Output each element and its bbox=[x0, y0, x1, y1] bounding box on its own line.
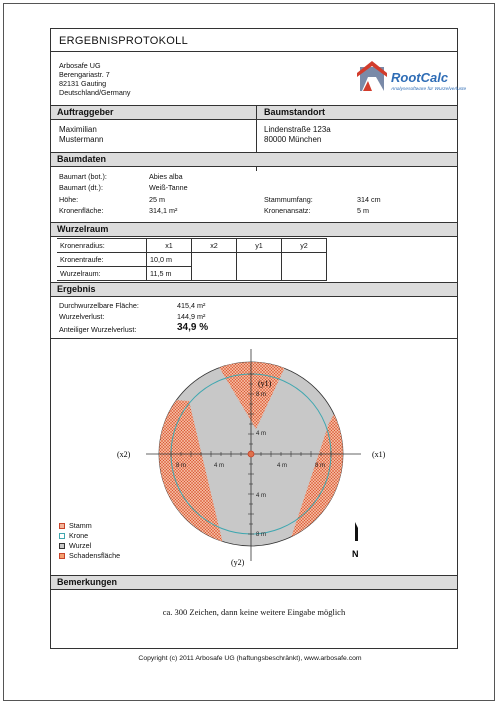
legend-label: Schadensfläche bbox=[69, 551, 121, 560]
legend-item-wurzel bbox=[59, 541, 91, 550]
tree-bot-value: Abies alba bbox=[149, 172, 183, 181]
result-header: Ergebnis bbox=[51, 282, 457, 297]
table-cell bbox=[282, 253, 327, 281]
client-location-header bbox=[51, 105, 457, 120]
location-address bbox=[264, 125, 331, 145]
axis-label-y2: (y2) bbox=[231, 558, 245, 567]
result-loss-label: Wurzelverlust: bbox=[59, 312, 105, 321]
rootspace-value: 11,5 m bbox=[147, 267, 192, 281]
logo-tagline: Analysesoftware für Wurzelverluste bbox=[391, 87, 467, 92]
remarks-header: Bemerkungen bbox=[51, 575, 457, 590]
tick-label-y1-8: 8 m bbox=[256, 392, 267, 398]
tree-crown-area-value: 314,1 m² bbox=[149, 206, 178, 215]
location-street: Lindenstraße 123a bbox=[264, 125, 331, 134]
legend-swatch-wurzel bbox=[59, 543, 65, 549]
north-label: N bbox=[352, 549, 359, 559]
client-name bbox=[59, 125, 103, 145]
col-x2: x2 bbox=[192, 239, 237, 253]
result-share-label: Anteiliger Wurzelverlust: bbox=[59, 325, 137, 334]
location-heading: Baumstandort bbox=[264, 107, 326, 117]
tick-label-y2-8: 8 m bbox=[256, 532, 267, 538]
table-cell bbox=[237, 253, 282, 281]
north-arrow-icon bbox=[352, 522, 359, 559]
rootcalc-logo bbox=[354, 55, 467, 97]
tree-height-value: 25 m bbox=[149, 195, 165, 204]
company-name: Arbosafe UG bbox=[59, 61, 101, 70]
legend-swatch-krone bbox=[59, 533, 65, 539]
tree-dt-value: Weiß-Tanne bbox=[149, 183, 188, 192]
radius-label: Kronenradius: bbox=[57, 239, 147, 253]
tree-girth-label: Stammumfang: bbox=[264, 195, 313, 204]
tree-dt-label: Baumart (dt.): bbox=[59, 183, 103, 192]
remarks-text: ca. 300 Zeichen, dann keine weitere Eingabe möglich bbox=[162, 607, 346, 617]
legend-item-schaden bbox=[59, 551, 120, 560]
tick-label-x2-8: 8 m bbox=[176, 463, 187, 469]
tree-girth-value: 314 cm bbox=[357, 195, 381, 204]
tick-label-x1-8: 8 m bbox=[315, 463, 326, 469]
tree-crown-area-label: Kronenfläche: bbox=[59, 206, 104, 215]
legend-label: Stamm bbox=[69, 521, 92, 530]
logo-brand: RootCalc bbox=[391, 70, 449, 85]
report-title: ERGEBNISPROTOKOLL bbox=[59, 35, 188, 47]
tick-label-x1-4: 4 m bbox=[277, 463, 288, 469]
trunk-marker bbox=[248, 451, 254, 457]
report-frame bbox=[50, 28, 467, 649]
tick-label-y1-4: 4 m bbox=[256, 431, 267, 437]
client-last-name: Mustermann bbox=[59, 135, 104, 144]
treedata-header: Baumdaten bbox=[51, 152, 457, 167]
rootspace-table bbox=[57, 238, 327, 281]
rootspace-header: Wurzelraum bbox=[51, 222, 457, 237]
axis-label-y1: (y1) bbox=[258, 379, 272, 388]
root-diagram bbox=[51, 339, 457, 571]
client-heading: Auftraggeber bbox=[57, 107, 114, 117]
legend-item-stamm bbox=[59, 521, 92, 530]
col-x1: x1 bbox=[147, 239, 192, 253]
legend-label: Wurzel bbox=[69, 541, 92, 550]
company-city: 82131 Gauting bbox=[59, 79, 107, 88]
tree-bot-label: Baumart (bot.): bbox=[59, 172, 107, 181]
tick-label-y2-4: 4 m bbox=[256, 493, 267, 499]
footer-copyright: Copyright (c) 2011 Arbosafe UG (haftungsbeschränkt), www.arbosafe.com bbox=[138, 655, 362, 662]
legend-swatch-stamm bbox=[59, 523, 65, 529]
result-area-label: Durchwurzelbare Fläche: bbox=[59, 301, 139, 310]
result-area-value: 415,4 m² bbox=[177, 301, 206, 310]
table-cell bbox=[192, 253, 237, 281]
result-share-value: 34,9 % bbox=[177, 322, 209, 333]
axis-label-x1: (x1) bbox=[372, 450, 386, 459]
divider bbox=[51, 51, 457, 52]
company-address bbox=[59, 61, 131, 97]
company-street: Berengariastr. 7 bbox=[59, 70, 110, 79]
tick-label-x2-4: 4 m bbox=[214, 463, 225, 469]
eaves-label: Kronentraufe: bbox=[57, 253, 147, 267]
legend-item-krone bbox=[59, 531, 88, 540]
logo-mark-icon bbox=[354, 59, 390, 95]
client-first-name: Maximilian bbox=[59, 125, 97, 134]
legend-label: Krone bbox=[69, 531, 89, 540]
col-y2: y2 bbox=[282, 239, 327, 253]
rootspace-label: Wurzelraum: bbox=[57, 267, 147, 281]
tree-crown-base-value: 5 m bbox=[357, 206, 369, 215]
location-city: 80000 München bbox=[264, 135, 322, 144]
col-y1: y1 bbox=[237, 239, 282, 253]
axis-label-x2: (x2) bbox=[117, 450, 131, 459]
eaves-value: 10,0 m bbox=[147, 253, 192, 267]
tree-crown-base-label: Kronenansatz: bbox=[264, 206, 311, 215]
company-country: Deutschland/Germany bbox=[59, 88, 131, 97]
result-loss-value: 144,9 m² bbox=[177, 312, 206, 321]
tree-height-label: Höhe: bbox=[59, 195, 79, 204]
legend-swatch-schaden bbox=[59, 553, 65, 559]
